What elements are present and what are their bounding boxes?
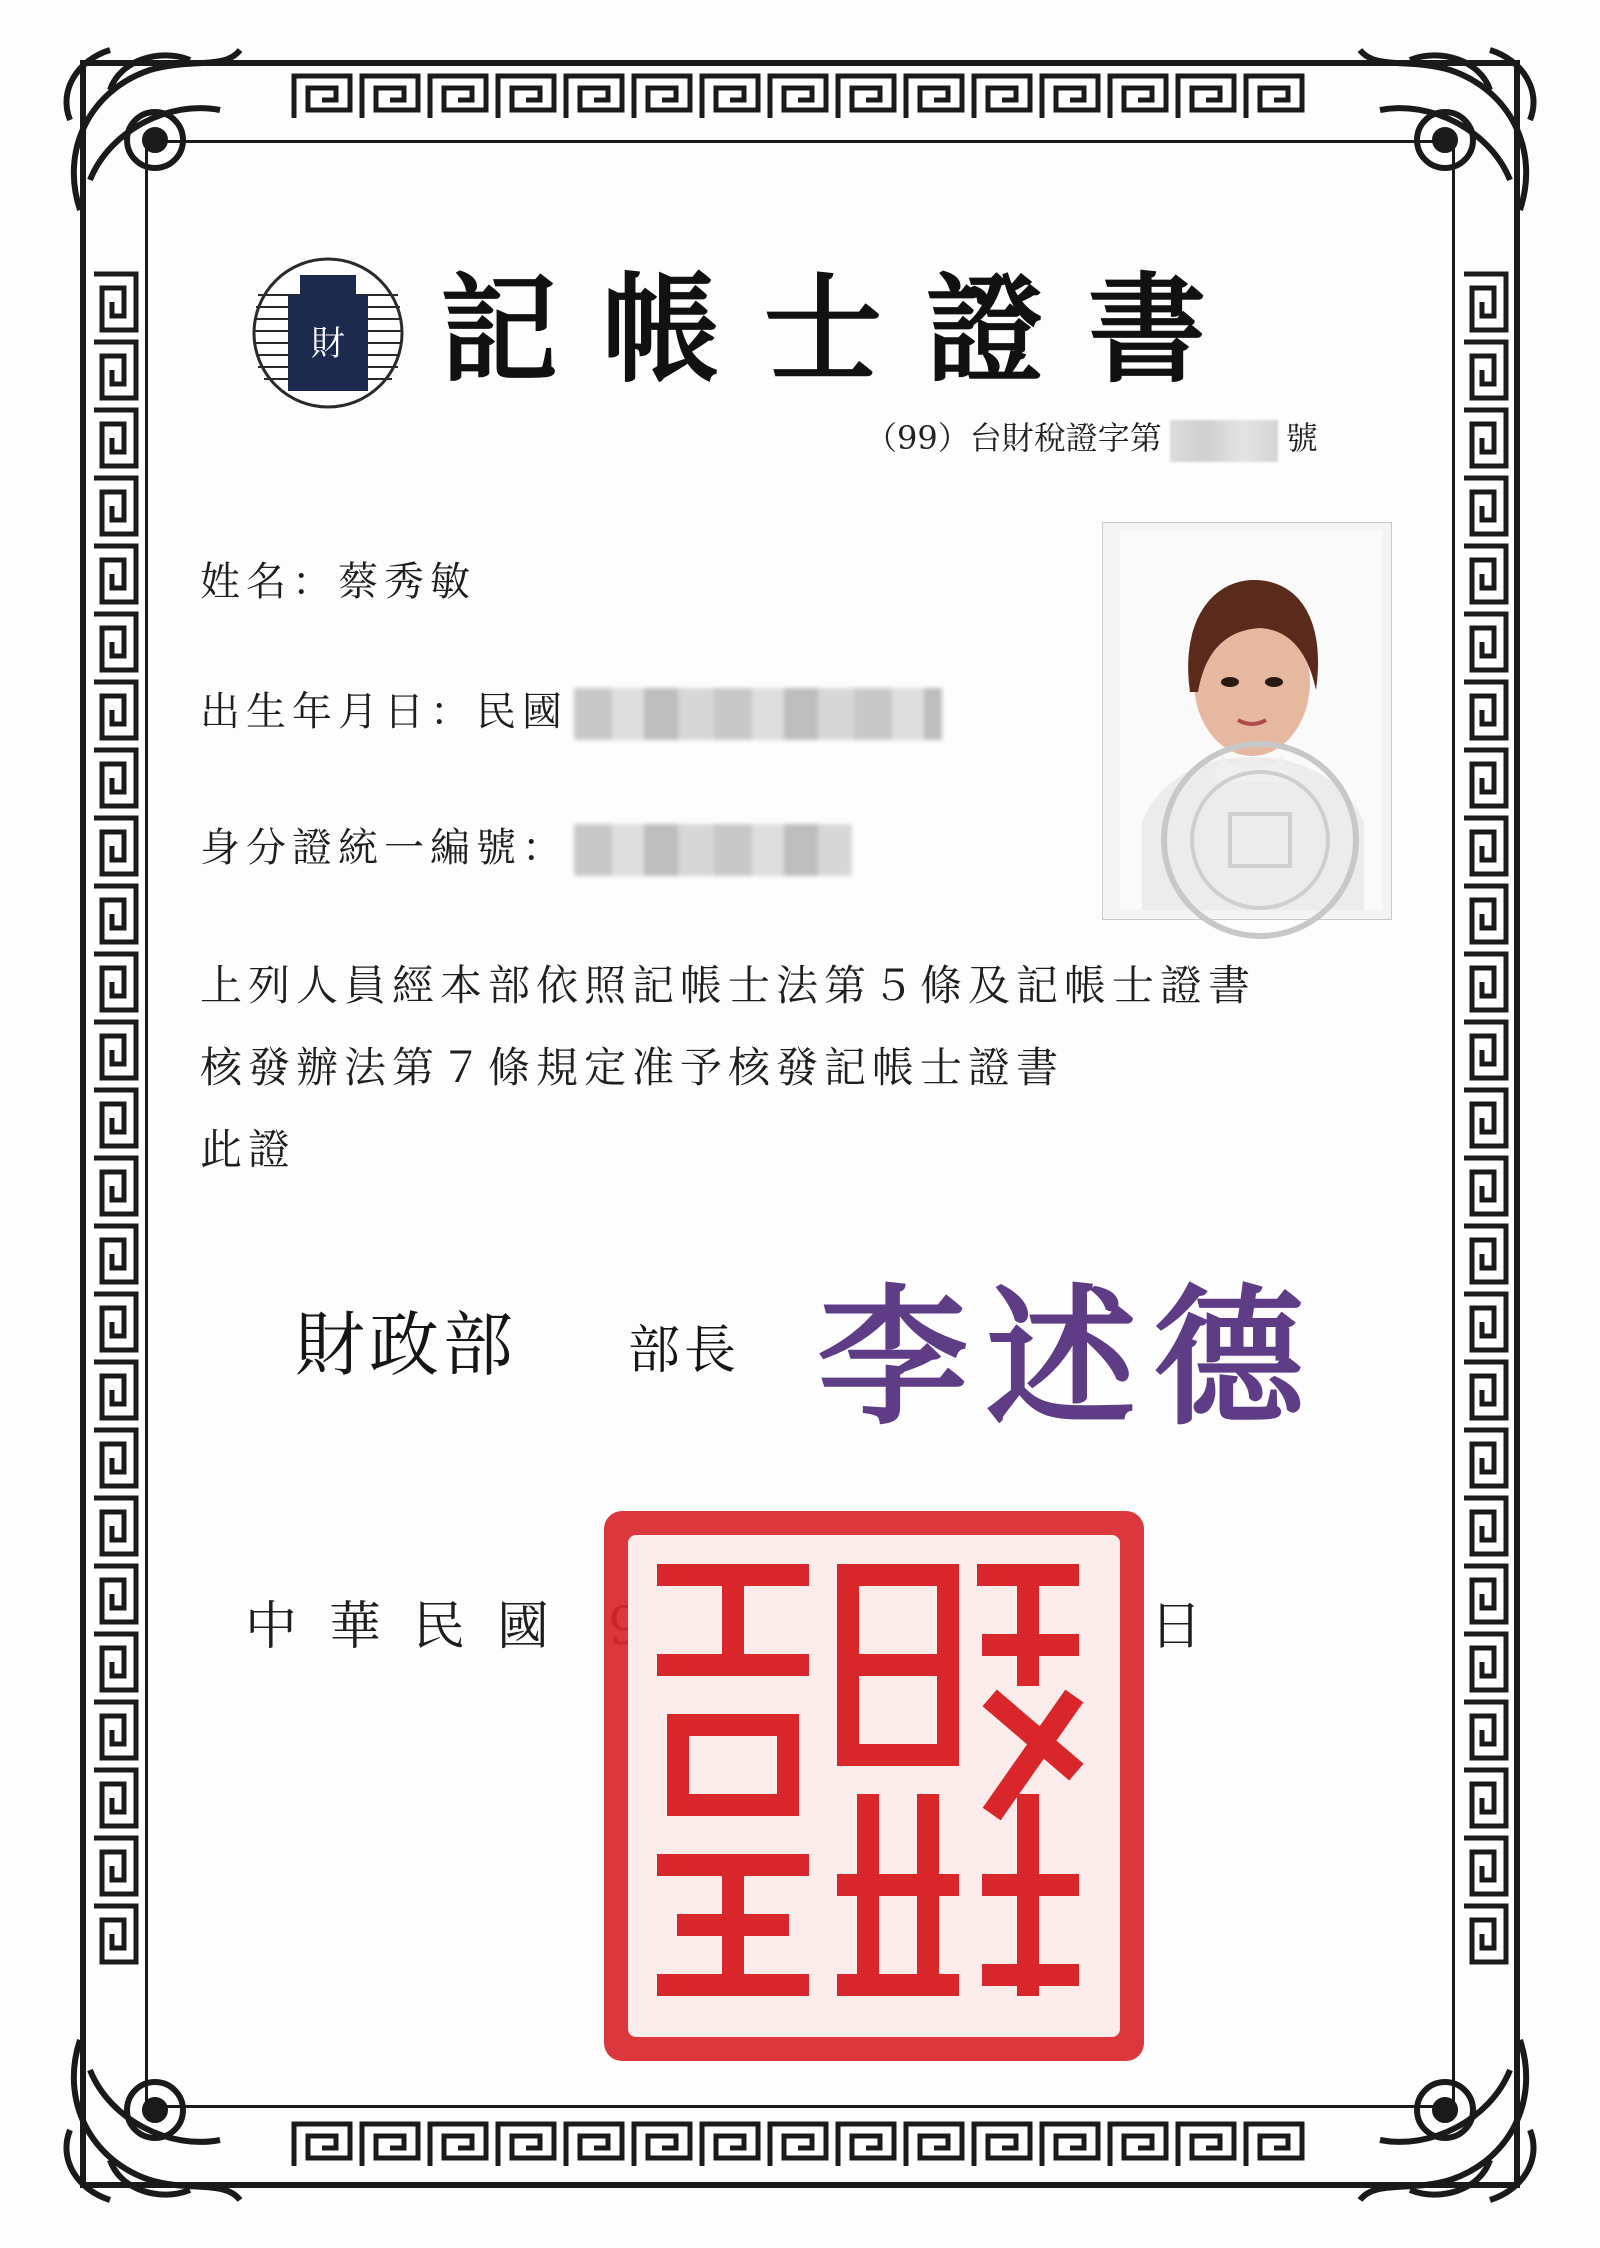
certification-closing: 此證 [200, 1125, 297, 1174]
minister-name: 李述德 [817, 1270, 1323, 1446]
redacted-id-number [574, 824, 852, 876]
photo-embossed-seal-icon [1150, 730, 1370, 950]
date-day-unit: 日 [1150, 1597, 1203, 1657]
redacted-number [1170, 420, 1278, 462]
greek-key-border-bottom [290, 2118, 1310, 2172]
greek-key-border-left [88, 270, 142, 1970]
corner-ornament-icon [50, 30, 260, 240]
certification-text-line: 核發辦法第７條規定准予核發記帳士證書 [200, 1043, 1065, 1092]
greek-key-border-right [1458, 270, 1512, 1970]
certificate-number-suffix: 號 [1285, 419, 1318, 457]
id-number-field [200, 818, 852, 878]
issuing-ministry: 財政部 [295, 1304, 517, 1386]
svg-text:財: 財 [311, 324, 345, 364]
minister-signature [780, 1250, 1360, 1450]
official-seal-icon [598, 1505, 1150, 2067]
corner-ornament-icon [50, 2010, 260, 2220]
certificate-title: 記帳士證書 [440, 261, 1251, 399]
minister-title: 部長 [628, 1321, 741, 1381]
certificate-number [865, 412, 1318, 464]
certificate-number-prefix: （99）台財稅證字第 [865, 419, 1162, 457]
certification-text-line: 上列人員經本部依照記帳士法第５條及記帳士證書 [200, 961, 1257, 1010]
birth-date-label: 出生年月日：民國 [200, 689, 568, 735]
corner-ornament-icon [1340, 2010, 1550, 2220]
emblem-icon [250, 255, 406, 411]
greek-key-border-top [290, 70, 1310, 124]
name-field: 姓名：蔡秀敏 [200, 559, 476, 605]
redacted-birth-date [574, 688, 942, 740]
id-number-label: 身分證統一編號： [200, 825, 568, 871]
date-era: 中華民國 [245, 1597, 582, 1657]
birth-date-field [200, 682, 942, 742]
corner-ornament-icon [1340, 30, 1550, 240]
